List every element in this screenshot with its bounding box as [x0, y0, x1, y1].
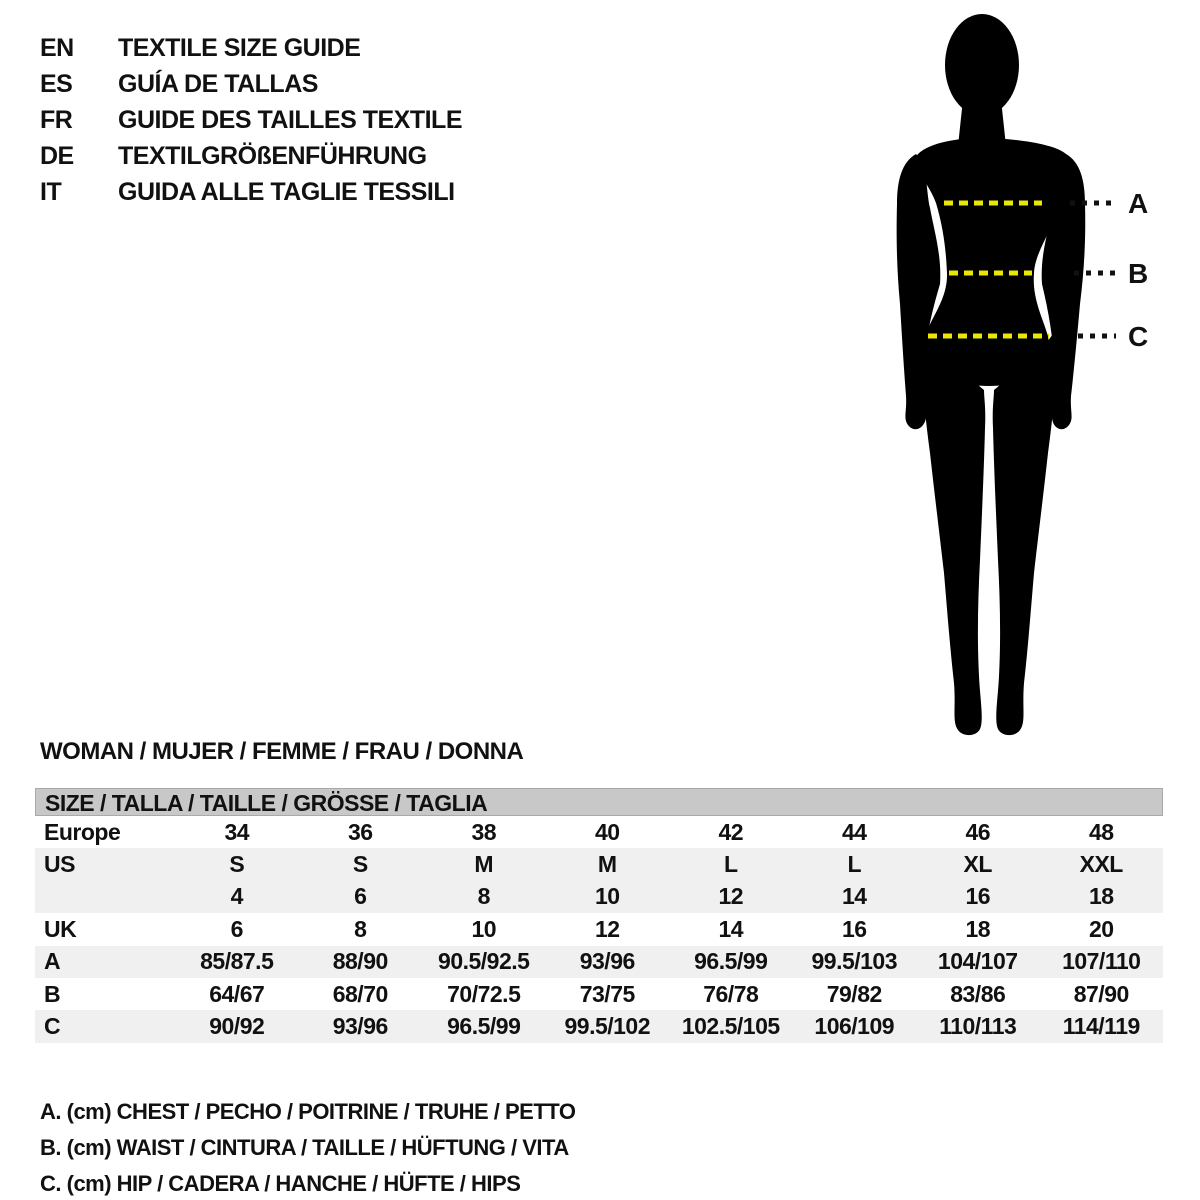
language-label: GUÍA DE TALLAS [118, 69, 318, 98]
language-code: EN [40, 33, 74, 62]
table-cell: 4 [230, 883, 243, 910]
table-cell: 107/110 [1062, 948, 1141, 975]
language-label: GUIDA ALLE TAGLIE TESSILI [118, 177, 455, 206]
language-list [40, 30, 462, 210]
language-code: IT [40, 177, 62, 206]
section-title: WOMAN / MUJER / FEMME / FRAU / DONNA [40, 738, 524, 765]
table-cell: 76/78 [703, 980, 759, 1007]
table-cell: 64/67 [209, 980, 265, 1007]
table-cell: 106/109 [814, 1013, 895, 1040]
table-cell: 110/113 [939, 1013, 1017, 1040]
table-cell: 70/72.5 [447, 980, 521, 1007]
language-label: TEXTILGRÖßENFÜHRUNG [118, 141, 427, 170]
silhouette-body [897, 14, 1086, 735]
table-row-europe [35, 816, 1163, 848]
table-cell: 48 [1088, 818, 1114, 845]
table-cell: XL [963, 851, 992, 878]
table-row-uk [35, 913, 1163, 945]
table-cell: 68/70 [332, 980, 388, 1007]
table-cell: 18 [1088, 883, 1114, 910]
table-row-us-numeric [35, 881, 1163, 913]
table-cell: 38 [471, 818, 497, 845]
table-cell: L [723, 851, 738, 878]
table-cell: 102.5/105 [681, 1013, 780, 1040]
row-label: UK [44, 915, 77, 942]
table-cell: 93/96 [579, 948, 635, 975]
table-cell: 12 [594, 915, 620, 942]
table-cell: 6 [230, 915, 243, 942]
table-row-b [35, 978, 1163, 1010]
table-cell: XXL [1079, 851, 1123, 878]
table-cell: 36 [347, 818, 373, 845]
table-cell: 90.5/92.5 [438, 948, 530, 975]
language-row-fr [40, 102, 462, 138]
silhouette-neck [958, 90, 1006, 146]
figure-area [872, 8, 1172, 753]
table-cell: 90/92 [209, 1013, 265, 1040]
table-cell: 96.5/99 [447, 1013, 521, 1040]
table-row-c [35, 1010, 1163, 1042]
measurement-legend [40, 1094, 575, 1200]
hip-label: C [1128, 321, 1149, 352]
language-code: ES [40, 69, 73, 98]
table-cell: 14 [718, 915, 744, 942]
legend-line-a: A. (cm) CHEST / PECHO / POITRINE / TRUHE / PETTO [40, 1099, 576, 1124]
silhouette-right-leg [993, 334, 1056, 735]
table-cell: 46 [965, 818, 991, 845]
table-row-us [35, 848, 1163, 880]
table-cell: 104/107 [937, 948, 1018, 975]
table-cell: 20 [1088, 915, 1114, 942]
row-label: Europe [44, 818, 121, 845]
language-code: FR [40, 105, 73, 134]
table-cell: 73/75 [579, 980, 635, 1007]
row-label: B [44, 980, 61, 1007]
row-label: US [44, 851, 75, 878]
table-cell: 87/90 [1073, 980, 1129, 1007]
table-cell: 44 [841, 818, 867, 845]
row-label: C [44, 1013, 61, 1040]
table-cell: 8 [354, 915, 367, 942]
table-cell: 8 [477, 883, 490, 910]
table-cell: 99.5/103 [811, 948, 898, 975]
table-row-a [35, 946, 1163, 978]
table-cell: 10 [471, 915, 497, 942]
size-table-header: SIZE / TALLA / TAILLE / GRÖSSE / TAGLIA [35, 788, 1163, 816]
table-cell: 114/119 [1062, 1013, 1140, 1040]
table-cell: S [352, 851, 368, 878]
table-cell: 16 [841, 915, 867, 942]
table-cell: L [847, 851, 862, 878]
woman-silhouette [872, 8, 1172, 753]
language-row-en [40, 30, 462, 66]
table-cell: 83/86 [950, 980, 1006, 1007]
legend-line-c: C. (cm) HIP / CADERA / HANCHE / HÜFTE / HIPS [40, 1171, 521, 1196]
table-cell: M [597, 851, 617, 878]
table-cell: 18 [965, 915, 991, 942]
language-code: DE [40, 141, 74, 170]
table-cell: 10 [594, 883, 620, 910]
silhouette-left-leg [923, 334, 986, 735]
table-cell: 85/87.5 [200, 948, 274, 975]
language-row-de [40, 138, 462, 174]
table-cell: M [474, 851, 494, 878]
size-table [35, 788, 1163, 1043]
table-cell: 79/82 [826, 980, 882, 1007]
table-cell: 93/96 [332, 1013, 388, 1040]
row-label: A [44, 948, 61, 975]
table-cell: 42 [718, 818, 744, 845]
table-cell: 12 [718, 883, 744, 910]
language-row-it [40, 174, 462, 210]
table-cell: 34 [224, 818, 250, 845]
table-cell: 6 [354, 883, 367, 910]
table-cell: 99.5/102 [564, 1013, 651, 1040]
language-label: GUIDE DES TAILLES TEXTILE [118, 105, 463, 134]
table-cell: 96.5/99 [694, 948, 768, 975]
language-row-es [40, 66, 462, 102]
language-label: TEXTILE SIZE GUIDE [118, 33, 361, 62]
table-cell: 14 [841, 883, 867, 910]
table-cell: 16 [965, 883, 991, 910]
chest-label: A [1128, 188, 1149, 219]
legend-line-b: B. (cm) WAIST / CINTURA / TAILLE / HÜFTUNG / VITA [40, 1135, 569, 1160]
table-cell: 88/90 [332, 948, 388, 975]
size-table-body [35, 816, 1163, 1043]
table-cell: 40 [594, 818, 620, 845]
waist-label: B [1128, 258, 1149, 289]
table-cell: S [229, 851, 245, 878]
